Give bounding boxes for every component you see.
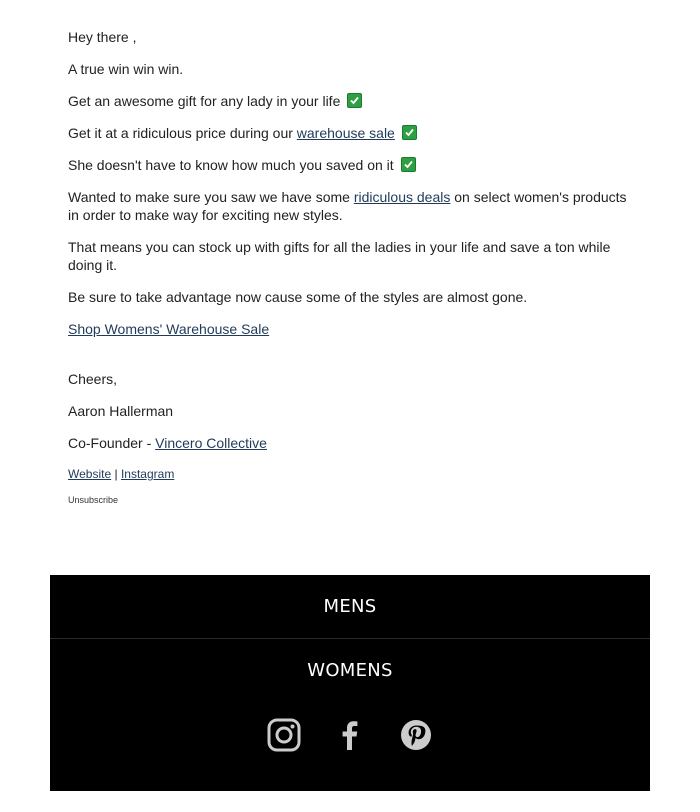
line-gift-text: Get an awesome gift for any lady in your life (68, 93, 341, 109)
warehouse-sale-link[interactable]: warehouse sale (296, 125, 395, 141)
vincero-collective-link[interactable]: Vincero Collective (155, 435, 267, 451)
greeting: Hey there , (68, 29, 137, 45)
sender-title (68, 434, 638, 452)
sender-name: Aaron Hallerman (68, 403, 174, 419)
nav-womens[interactable]: WOMENS (307, 660, 393, 681)
paragraph-deals (68, 188, 638, 224)
line-saved (68, 156, 638, 174)
check-mark-icon (402, 125, 417, 140)
unsubscribe-link[interactable]: Unsubscribe (68, 495, 119, 505)
line-price-text: Get it at a ridiculous price during our (68, 125, 293, 141)
signoff: Cheers, (68, 371, 118, 387)
paragraph-deals-prefix: Wanted to make sure you saw we have some (68, 189, 350, 205)
line-gift (68, 92, 638, 110)
line-saved-text: She doesn't have to know how much you saved on it (68, 157, 394, 173)
nav-mens[interactable]: MENS (50, 575, 650, 639)
social-links (68, 466, 638, 482)
link-separator: | (114, 467, 118, 481)
footer (50, 575, 650, 791)
check-mark-icon (401, 157, 416, 172)
instagram-link[interactable]: Instagram (120, 467, 175, 481)
facebook-icon[interactable] (332, 717, 368, 753)
pinterest-icon[interactable] (398, 717, 434, 753)
spacer (68, 352, 638, 370)
shop-line (68, 320, 638, 338)
shop-womens-warehouse-sale-link[interactable]: Shop Womens' Warehouse Sale (68, 321, 270, 337)
paragraph-deals-suffix: on select women's products in order to make way for exciting new styles. (68, 189, 627, 223)
instagram-icon[interactable] (266, 717, 302, 753)
check-mark-icon (347, 93, 362, 108)
line-win: A true win win win. (68, 61, 184, 77)
ridiculous-deals-link[interactable]: ridiculous deals (353, 189, 451, 205)
paragraph-stock-up: That means you can stock up with gifts for all the ladies in your life and save a ton while doing it. (68, 239, 611, 273)
social-icons (50, 717, 650, 753)
paragraph-advantage: Be sure to take advantage now cause some of the styles are almost gone. (68, 289, 528, 305)
sender-title-prefix: Co-Founder - (68, 435, 152, 451)
website-link[interactable]: Website (68, 467, 112, 481)
line-price (68, 124, 638, 142)
email-body (68, 28, 638, 506)
